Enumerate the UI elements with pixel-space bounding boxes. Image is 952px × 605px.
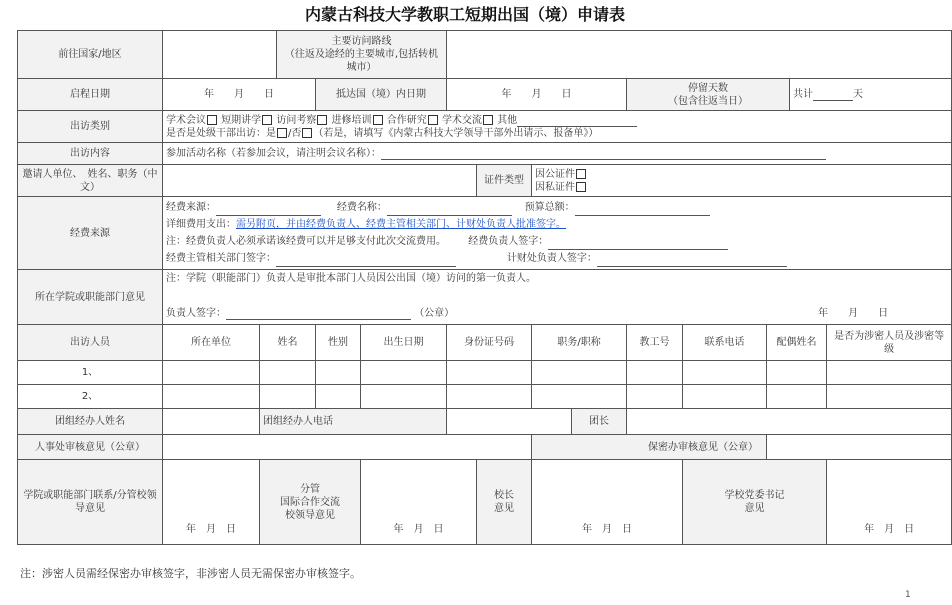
organizer-name-label: 团组经办人姓名 xyxy=(18,409,163,435)
college-leader-date: 年 月 日 xyxy=(186,524,236,535)
cell[interactable] xyxy=(361,385,447,409)
destination-field[interactable] xyxy=(163,31,277,79)
cell[interactable] xyxy=(447,361,532,385)
header-unit: 所在单位 xyxy=(163,325,260,361)
inviter-label: 邀请人单位、 姓名、职务（中文） xyxy=(18,165,163,197)
organizer-phone-field[interactable] xyxy=(447,409,572,435)
visit-content-label: 出访内容 xyxy=(18,143,163,165)
header-gender: 性别 xyxy=(316,325,361,361)
college-opinion-date: 年 月 日 xyxy=(818,308,889,319)
party-secretary-label: 学校党委书记 意见 xyxy=(683,460,827,545)
college-opinion-note: 注：学院（职能部门）负责人是审批本部门人员因公出国（境）访问的第一负责人。 xyxy=(166,273,536,284)
college-seal: （公章） xyxy=(414,308,455,319)
checkbox-academic-conference[interactable] xyxy=(207,115,217,125)
leader-label: 团长 xyxy=(572,409,627,435)
funding-note: 注：经费负责人必须承诺该经费可以并足够支付此次交流费用。 xyxy=(166,236,446,247)
visit-type-label: 出访类别 xyxy=(18,111,163,143)
organizer-phone-label: 团组经办人电话 xyxy=(260,409,447,435)
funding-source-blank[interactable] xyxy=(216,204,321,216)
type-visit: 访问考察 xyxy=(276,114,317,126)
detail-label: 详细费用支出： xyxy=(166,219,236,230)
intl-leader-label: 分管 国际合作交流 校领导意见 xyxy=(260,460,361,545)
other-type-blank[interactable] xyxy=(517,115,637,127)
owner-sign-label: 经费负责人签字： xyxy=(468,236,549,247)
type-cooperation: 合作研究 xyxy=(386,114,427,126)
activity-name-blank[interactable] xyxy=(381,148,826,160)
college-leader-opinion-label: 学院或职能部门联系/分管校领导意见 xyxy=(18,460,163,545)
route-label: 主要访问路线 （往返及途经的主要城市,包括转机城市） xyxy=(277,31,447,79)
type-other: 其他 xyxy=(497,114,518,126)
cell[interactable] xyxy=(260,361,316,385)
cell[interactable] xyxy=(260,385,316,409)
header-secrecy: 是否为涉密人员及涉密等级 xyxy=(827,325,952,361)
cell[interactable] xyxy=(683,385,767,409)
checkbox-cooperation[interactable] xyxy=(428,115,438,125)
total-days-blank[interactable] xyxy=(813,89,853,101)
cell[interactable] xyxy=(447,385,532,409)
header-staff-id: 教工号 xyxy=(627,325,683,361)
hr-opinion-field[interactable] xyxy=(163,435,532,460)
checkbox-short-lecture[interactable] xyxy=(262,115,272,125)
form-title: 内蒙古科技大学教职工短期出国（境）申请表 xyxy=(304,5,625,24)
cert-type-label: 证件类型 xyxy=(477,165,532,197)
application-form xyxy=(17,30,952,545)
personnel-label: 出访人员 xyxy=(18,325,163,361)
funding-source-label: 经费来源： xyxy=(166,202,216,213)
destination-label: 前往国家/地区 xyxy=(18,31,163,79)
total-suffix: 天 xyxy=(853,89,864,100)
header-title: 职务/职称 xyxy=(532,325,627,361)
page-number: 1 xyxy=(905,590,911,600)
intl-leader-field[interactable] xyxy=(361,460,477,545)
intl-leader-date: 年 月 日 xyxy=(393,524,444,535)
type-training: 进修培训 xyxy=(331,114,372,126)
table-row xyxy=(18,361,952,385)
budget-blank[interactable] xyxy=(575,204,710,216)
college-leader-opinion-field[interactable] xyxy=(163,460,260,545)
depart-date-field[interactable]: 年 月 日 xyxy=(163,79,316,111)
inviter-field[interactable] xyxy=(163,165,477,197)
cert-type-cell xyxy=(532,165,952,197)
college-opinion-label: 所在学院或职能部门意见 xyxy=(18,270,163,325)
cell[interactable] xyxy=(627,385,683,409)
table-row xyxy=(18,385,952,409)
cadre-note: （若是，请填写《内蒙古科技大学领导干部外出请示、报备单》） xyxy=(313,127,599,139)
cell[interactable] xyxy=(361,361,447,385)
activity-label: 参加活动名称（若参加会议，请注明会议名称）： xyxy=(166,148,381,159)
cell[interactable] xyxy=(163,361,260,385)
cell[interactable] xyxy=(767,361,827,385)
row-index: 1、 xyxy=(18,361,163,385)
arrive-date-label: 抵达国（境）内日期 xyxy=(316,79,447,111)
leader-field[interactable] xyxy=(627,409,952,435)
cell[interactable] xyxy=(767,385,827,409)
budget-label: 预算总额： xyxy=(524,202,575,213)
cert-public: 因公证件 xyxy=(535,168,576,180)
cell[interactable] xyxy=(827,361,952,385)
funding-name-label: 经费名称： xyxy=(336,202,387,213)
arrive-date-field[interactable]: 年 月 日 xyxy=(447,79,627,111)
finance-sign-blank[interactable] xyxy=(597,255,787,267)
owner-sign-blank[interactable] xyxy=(548,238,728,250)
checkbox-cert-public[interactable] xyxy=(576,169,586,179)
visit-content-cell xyxy=(163,143,952,165)
leader-sign-label: 负责人签字： xyxy=(166,308,226,319)
type-exchange: 学术交流 xyxy=(441,114,482,126)
dept-sign-blank[interactable] xyxy=(276,255,456,267)
cert-private: 因私证件 xyxy=(535,181,576,193)
type-short-lecture: 短期讲学 xyxy=(221,114,262,126)
checkbox-cert-private[interactable] xyxy=(576,182,586,192)
finance-sign-label: 计财处负责人签字： xyxy=(506,253,597,264)
checkbox-visit[interactable] xyxy=(317,115,327,125)
cell[interactable] xyxy=(316,385,361,409)
cadre-question: 是否是处级干部出访：是 xyxy=(166,127,276,139)
party-secretary-date: 年 月 日 xyxy=(864,524,915,535)
row-index: 2、 xyxy=(18,385,163,409)
checkbox-cadre-yes[interactable] xyxy=(277,128,287,138)
cell[interactable] xyxy=(827,385,952,409)
party-secretary-field[interactable] xyxy=(827,460,952,545)
dept-sign-label: 经费主管相关部门签字： xyxy=(166,253,276,264)
type-academic-conference: 学术会议 xyxy=(166,114,206,126)
cell[interactable] xyxy=(163,385,260,409)
cell[interactable] xyxy=(532,361,627,385)
college-opinion-cell xyxy=(163,270,952,325)
total-prefix: 共计 xyxy=(793,89,814,100)
detail-link[interactable]: 需另附页，并由经费负责人、经费主管相关部门、计财处负责人批准签字。 xyxy=(236,219,566,230)
cell[interactable] xyxy=(532,385,627,409)
route-field[interactable] xyxy=(447,31,952,79)
footer-note: 注：涉密人员需经保密办审核签字，非涉密人员无需保密办审核签字。 xyxy=(20,567,361,580)
funding-label: 经费来源 xyxy=(18,197,163,270)
hr-opinion-label: 人事处审核意见（公章） xyxy=(18,435,163,460)
president-field[interactable] xyxy=(532,460,683,545)
secrecy-opinion-field[interactable] xyxy=(767,435,952,460)
leader-sign-blank[interactable] xyxy=(226,308,411,320)
depart-date-label: 启程日期 xyxy=(18,79,163,111)
funding-cell xyxy=(163,197,952,270)
header-birthdate: 出生日期 xyxy=(361,325,447,361)
cell[interactable] xyxy=(316,361,361,385)
cadre-no: /否 xyxy=(288,127,302,139)
cell[interactable] xyxy=(627,361,683,385)
organizer-name-field[interactable] xyxy=(163,409,260,435)
checkbox-training[interactable] xyxy=(373,115,383,125)
header-id-number: 身份证号码 xyxy=(447,325,532,361)
header-phone: 联系电话 xyxy=(683,325,767,361)
cell[interactable] xyxy=(683,361,767,385)
stay-days-field[interactable] xyxy=(790,79,952,111)
checkbox-exchange[interactable] xyxy=(483,115,493,125)
funding-name-blank[interactable] xyxy=(387,204,512,216)
president-date: 年 月 日 xyxy=(582,524,633,535)
visit-type-cell xyxy=(163,111,952,143)
stay-days-label: 停留天数 （包含往返当日） xyxy=(627,79,790,111)
header-name: 姓名 xyxy=(260,325,316,361)
checkbox-cadre-no[interactable] xyxy=(302,128,312,138)
president-label: 校长 意见 xyxy=(477,460,532,545)
header-spouse: 配偶姓名 xyxy=(767,325,827,361)
secrecy-opinion-label: 保密办审核意见（公章） xyxy=(532,435,767,460)
